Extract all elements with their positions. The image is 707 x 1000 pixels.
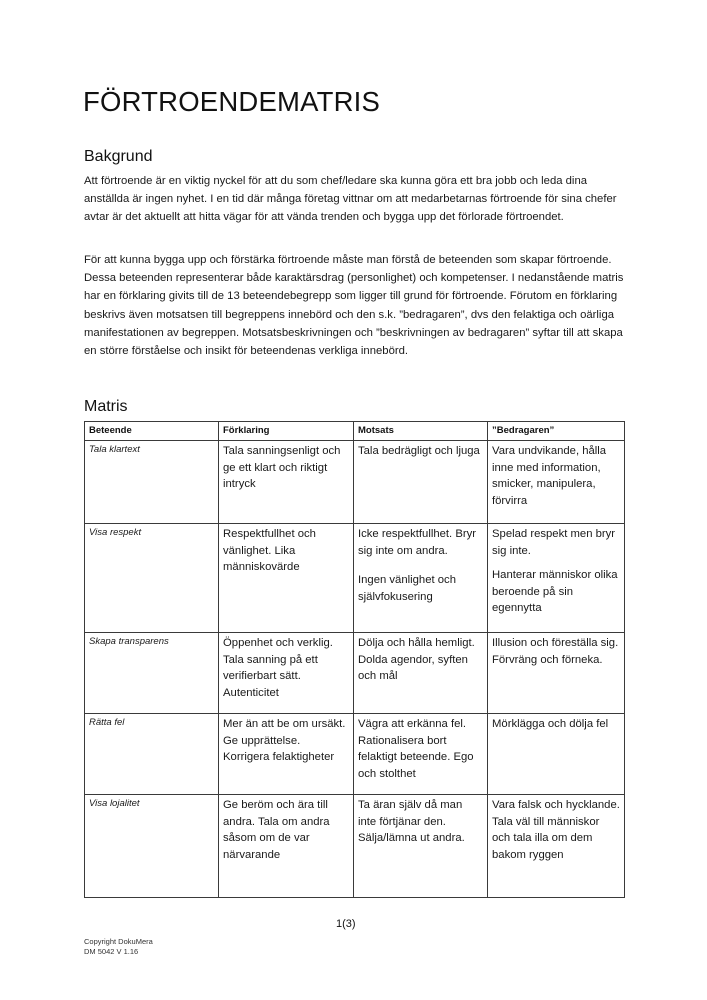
column-header-impostor: ”Bedragaren” bbox=[488, 422, 625, 441]
cell-paragraph: Illusion och föreställa sig. Förvräng och förneka. bbox=[492, 637, 619, 666]
behavior-cell: Tala klartext bbox=[85, 441, 219, 524]
table-header-row bbox=[85, 422, 625, 441]
column-header-opposite: Motsats bbox=[354, 422, 488, 441]
explanation-cell bbox=[219, 524, 354, 633]
cell-paragraph: Hanterar människor olika beroende på sin egennytta bbox=[492, 569, 618, 614]
table-row bbox=[85, 795, 625, 898]
cell-paragraph: Vara undvikande, hålla inne med information, smicker, manipulera, förvirra bbox=[492, 445, 607, 507]
cell-paragraph: Vara falsk och hycklande. Tala väl till människor och tala illa om dem bakom ryggen bbox=[492, 799, 620, 861]
cell-paragraph: Ge beröm och ära till andra. Tala om andra såsom om de var närvarande bbox=[223, 799, 330, 861]
impostor-cell bbox=[488, 441, 625, 524]
opposite-cell bbox=[354, 633, 488, 714]
cell-paragraph: Ta äran själv då man inte förtjänar den. Sälja/lämna ut andra. bbox=[358, 799, 465, 844]
table-row bbox=[85, 633, 625, 714]
section-heading-background: Bakgrund bbox=[84, 148, 153, 165]
opposite-cell bbox=[354, 714, 488, 795]
explanation-cell bbox=[219, 441, 354, 524]
cell-paragraph: Tala bedrägligt och ljuga bbox=[358, 445, 480, 457]
table-body bbox=[85, 441, 625, 898]
cell-paragraph: Ingen vänlighet och självfokusering bbox=[358, 574, 456, 603]
cell-paragraph: Tala sanningsenligt och ge ett klart och riktigt intryck bbox=[223, 445, 341, 490]
behavior-cell: Rätta fel bbox=[85, 714, 219, 795]
footer-copyright: Copyright DokuMera bbox=[84, 937, 153, 946]
explanation-cell bbox=[219, 795, 354, 898]
opposite-cell bbox=[354, 441, 488, 524]
cell-paragraph: Mörklägga och dölja fel bbox=[492, 718, 609, 730]
impostor-cell bbox=[488, 795, 625, 898]
column-header-explanation: Förklaring bbox=[219, 422, 354, 441]
explanation-cell bbox=[219, 633, 354, 714]
table-row bbox=[85, 441, 625, 524]
footer bbox=[84, 937, 153, 957]
explanation-cell bbox=[219, 714, 354, 795]
cell-paragraph: Spelad respekt men bryr sig inte. bbox=[492, 528, 616, 557]
background-paragraph-2: För att kunna bygga upp och förstärka förtroende måste man förstå de beteenden som skapar förtroende. Dessa beteenden representerar både karaktärsdrag (personlighet) och kompetenser. I nedanstående matris har en förklaring givits till de 13 beteendebegrepp som ligger till grund för förtroende. Förutom en förklaring beskrivs även motsatsen till begreppens innebörd och den s.k. ”bedragaren”, dvs den felaktiga och oärliga manifestationen av begreppen. Motsatsbeskrivningen och ”beskrivningen av bedragaren” syftar till att skapa en större förståelse och insikt för beteendenas verkliga innebörd. bbox=[84, 254, 624, 358]
opposite-cell bbox=[354, 524, 488, 633]
trust-matrix-table bbox=[84, 421, 625, 898]
section-heading-matrix: Matris bbox=[84, 398, 128, 415]
background-paragraph-1: Att förtroende är en viktig nyckel för att du som chef/ledare ska kunna göra ett bra jobb och leda dina anställda är ingen nyhet. I en tid där många företag vittnar om att medarbetarnas förtroende för sina chefer avtar är det aktuellt att hitta vägar för att vända trenden och bygga upp det förlorade förtroendet. bbox=[84, 175, 617, 224]
behavior-cell: Visa lojalitet bbox=[85, 795, 219, 898]
cell-paragraph: Öppenhet och verklig. Tala sanning på ett verifierbart sätt. Autenticitet bbox=[223, 637, 333, 699]
cell-paragraph: Icke respektfullhet. Bryr sig inte om andra. bbox=[358, 528, 477, 557]
behavior-cell: Skapa transparens bbox=[85, 633, 219, 714]
cell-paragraph: Mer än att be om ursäkt. Ge upprättelse. Korrigera felaktigheter bbox=[223, 718, 346, 763]
cell-paragraph: Respektfullhet och vänlighet. Lika människovärde bbox=[223, 528, 316, 573]
cell-paragraph: Dölja och hålla hemligt. Dolda agendor, syften och mål bbox=[358, 637, 475, 682]
impostor-cell bbox=[488, 633, 625, 714]
table-row bbox=[85, 524, 625, 633]
cell-paragraph: Vägra att erkänna fel. Rationalisera bort felaktigt beteende. Ego och stolthet bbox=[358, 718, 474, 780]
impostor-cell bbox=[488, 524, 625, 633]
impostor-cell bbox=[488, 714, 625, 795]
behavior-cell: Visa respekt bbox=[85, 524, 219, 633]
opposite-cell bbox=[354, 795, 488, 898]
footer-document-id: DM 5042 V 1.16 bbox=[84, 947, 139, 956]
column-header-behavior: Beteende bbox=[85, 422, 219, 441]
table-row bbox=[85, 714, 625, 795]
page-number: 1(3) bbox=[336, 918, 356, 930]
document-title: FÖRTROENDEMATRIS bbox=[83, 86, 381, 117]
